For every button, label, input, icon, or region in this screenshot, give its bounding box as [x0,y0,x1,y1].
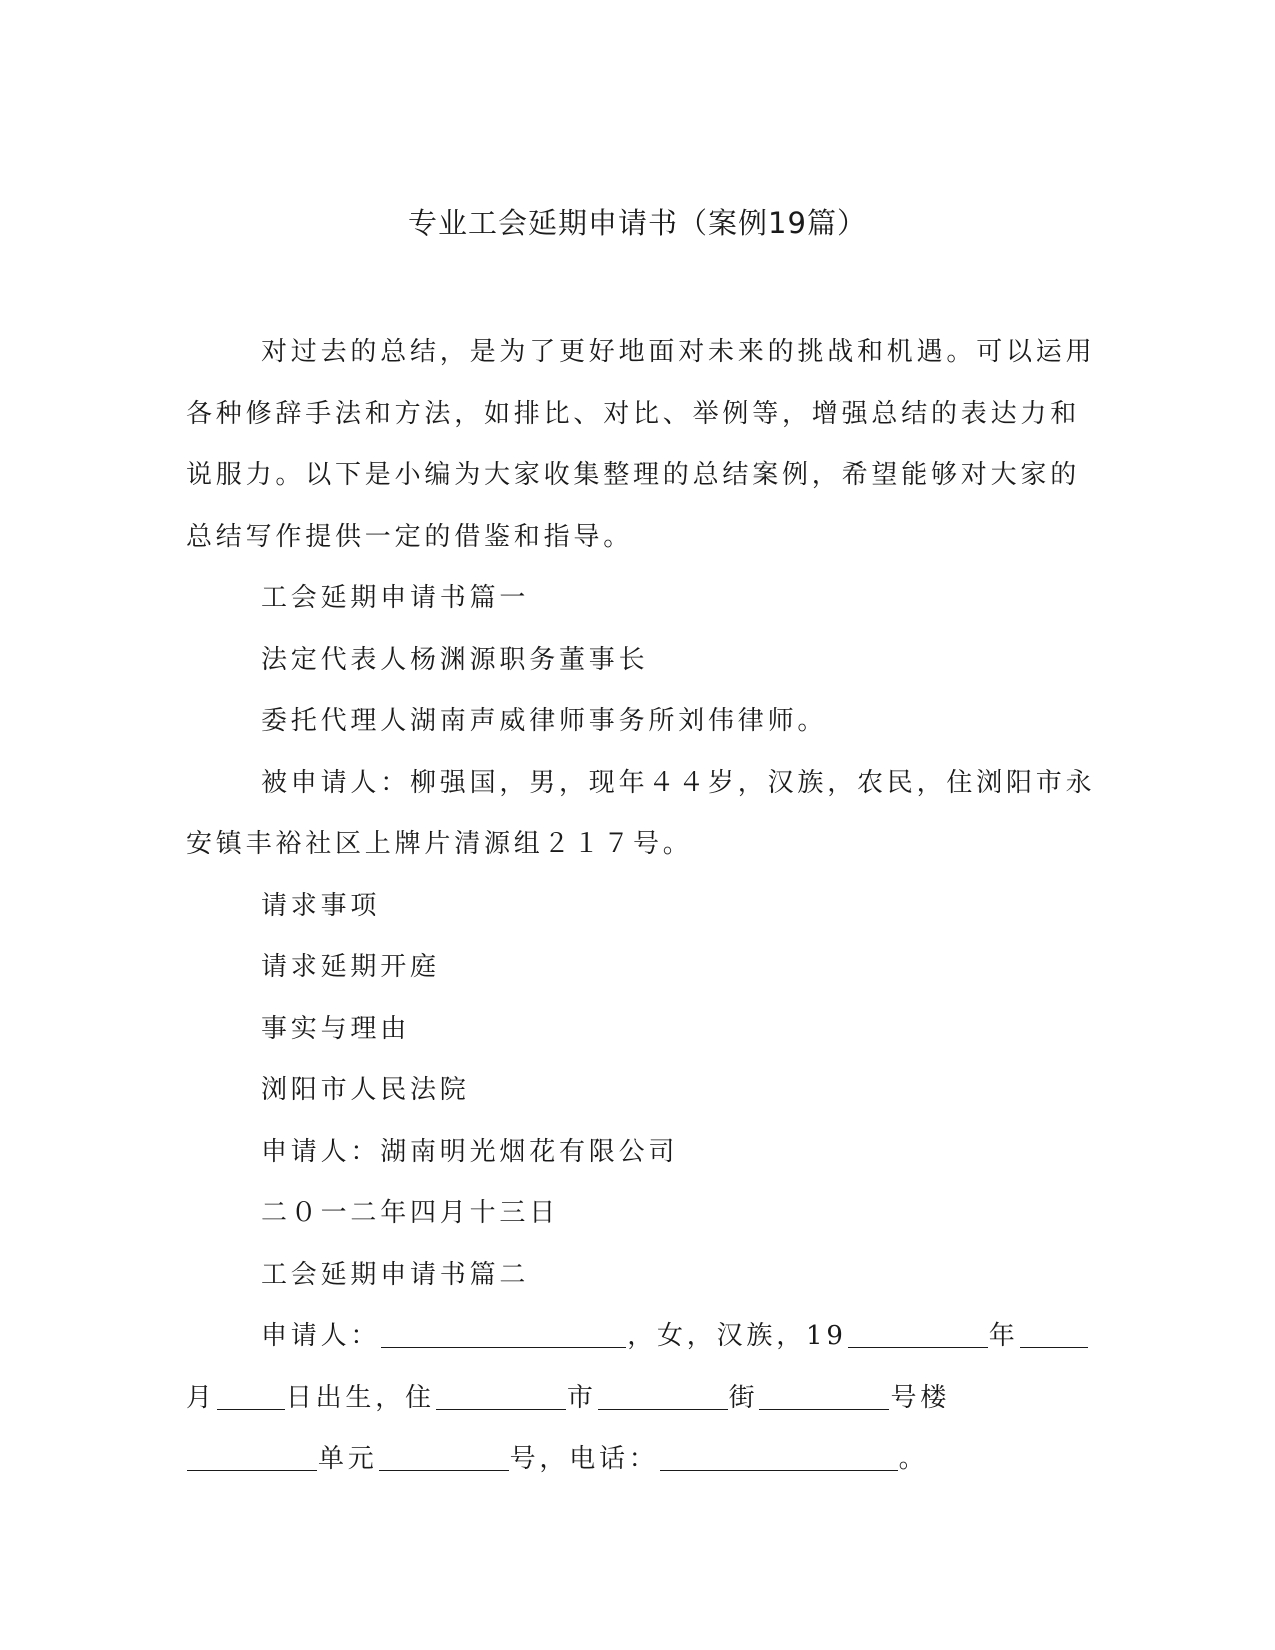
month-blank[interactable] [1020,1317,1088,1348]
year-blank[interactable] [848,1317,988,1348]
section1-heading: 工会延期申请书篇一 [261,583,530,613]
applicant-line: 申请人：湖南明光烟花有限公司 [261,1136,679,1167]
facts-heading: 事实与理由 [261,1013,411,1044]
intro-line: 说服力。以下是小编为大家收集整理的总结案例，希望能够对大家的 [186,460,1081,490]
document-body [186,322,1096,1491]
form-label: 街 [728,1382,759,1413]
form-label: 号楼 [890,1382,951,1413]
form-label: 申请人： [261,1321,381,1351]
section2-heading: 工会延期申请书篇二 [261,1259,530,1290]
court-name: 浏阳市人民法院 [261,1075,470,1105]
document-title: 专业工会延期申请书（案例19篇） [408,206,867,240]
city-blank[interactable] [436,1379,566,1410]
form-line-3 [186,1429,1086,1491]
request-heading: 请求事项 [261,890,381,921]
legal-representative: 法定代表人杨渊源职务董事长 [261,644,649,675]
request-item: 请求延期开庭 [261,952,440,982]
phone-blank[interactable] [660,1440,898,1471]
form-label: 单元 [318,1444,378,1474]
document-date: 二０一二年四月十三日 [261,1198,560,1228]
street-blank[interactable] [598,1379,728,1410]
form-label: 号，电话： [509,1444,659,1474]
form-label: 。 [898,1444,929,1474]
building-blank[interactable] [759,1379,889,1410]
intro-line: 总结写作提供一定的借鉴和指导。 [186,521,634,552]
respondent-line: 被申请人：柳强国，男，现年４４岁，汉族，农民，住浏阳市永 [261,767,1096,798]
form-label: 年 [988,1321,1019,1351]
form-label: 市 [566,1382,597,1413]
intro-line: 各种修辞手法和方法，如排比、对比、举例等，增强总结的表达力和 [186,398,1081,429]
authorized-agent: 委托代理人湖南声威律师事务所刘伟律师。 [261,706,828,736]
form-line-2 [186,1368,1086,1430]
form-line-1 [186,1306,1086,1368]
unit-blank[interactable] [187,1440,317,1471]
intro-paragraph [186,322,1096,568]
name-blank[interactable] [381,1317,626,1348]
respondent-line: 安镇丰裕社区上牌片清源组２１７号。 [186,829,693,859]
form-label: ，女，汉族，19 [627,1321,847,1351]
day-blank[interactable] [217,1379,285,1410]
number-blank[interactable] [379,1440,509,1471]
form-label: 月 [186,1382,216,1413]
intro-line: 对过去的总结，是为了更好地面对未来的挑战和机遇。可以运用 [261,337,1096,367]
form-label: 日出生，住 [285,1382,435,1413]
